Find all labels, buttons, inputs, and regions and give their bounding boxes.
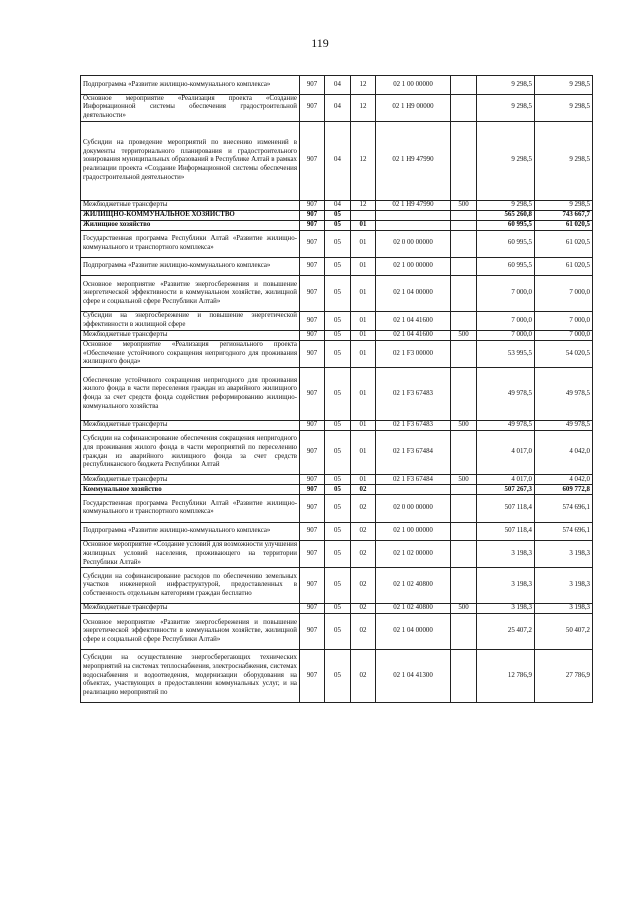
target-article-cell: 02 1 F3 00000 — [376, 340, 451, 367]
subsection-code-cell: 02 — [351, 485, 376, 495]
expense-type-cell — [451, 76, 477, 95]
target-article-cell: 02 0 00 00000 — [376, 230, 451, 257]
section-code-cell: 05 — [325, 276, 351, 312]
table-row — [81, 340, 593, 367]
table-row — [81, 568, 593, 604]
table-row — [81, 485, 593, 495]
table-row — [81, 614, 593, 650]
section-code-cell: 05 — [325, 649, 351, 702]
target-article-cell: 02 1 00 00000 — [376, 522, 451, 541]
table-row — [81, 330, 593, 340]
grbs-code-cell: 907 — [300, 649, 325, 702]
expense-type-cell — [451, 541, 477, 568]
grbs-code-cell: 907 — [300, 340, 325, 367]
subsection-code-cell: 12 — [351, 200, 376, 210]
amount-year2-cell: 3 198,3 — [535, 541, 593, 568]
table-row — [81, 200, 593, 210]
subsection-code-cell: 01 — [351, 330, 376, 340]
item-name-cell: Обеспечение устойчивого сокращения непригодного для проживания жилого фонда в части переселения граждан из аварийного жилищного фонда за счет средств фонда содействия реформированию жилищно-коммунального хозяйства — [81, 367, 300, 420]
table-row — [81, 649, 593, 702]
expense-type-cell — [451, 220, 477, 230]
section-code-cell: 05 — [325, 257, 351, 276]
expense-type-cell — [451, 340, 477, 367]
amount-year2-cell: 49 978,5 — [535, 367, 593, 420]
expense-type-cell: 500 — [451, 330, 477, 340]
section-code-cell: 05 — [325, 495, 351, 522]
section-code-cell: 05 — [325, 340, 351, 367]
subsection-code-cell: 01 — [351, 276, 376, 312]
expense-type-cell — [451, 276, 477, 312]
table-row — [81, 604, 593, 614]
grbs-code-cell: 907 — [300, 210, 325, 220]
grbs-code-cell: 907 — [300, 541, 325, 568]
table-row — [81, 220, 593, 230]
table-row — [81, 495, 593, 522]
target-article-cell — [376, 210, 451, 220]
amount-year1-cell: 7 000,0 — [477, 312, 535, 331]
target-article-cell: 02 1 F3 67484 — [376, 475, 451, 485]
amount-year2-cell: 3 198,3 — [535, 568, 593, 604]
item-name-cell: Основное мероприятие «Развитие энергосбережения и повышение энергетической эффективности в коммунальном хозяйстве, жилищной сфере и социальной сфере Республики Алтай» — [81, 614, 300, 650]
target-article-cell — [376, 220, 451, 230]
amount-year1-cell: 507 118,4 — [477, 522, 535, 541]
item-name-cell: Субсидии на энергосбережение и повышение энергетической эффективности в жилищной сфере — [81, 312, 300, 331]
amount-year2-cell: 7 000,0 — [535, 330, 593, 340]
table-row — [81, 430, 593, 474]
target-article-cell: 02 0 00 00000 — [376, 495, 451, 522]
amount-year1-cell: 9 298,5 — [477, 200, 535, 210]
amount-year2-cell: 9 298,5 — [535, 76, 593, 95]
target-article-cell: 02 1 02 00000 — [376, 541, 451, 568]
section-code-cell: 05 — [325, 568, 351, 604]
item-name-cell: Государственная программа Республики Алтай «Развитие жилищно-коммунального и транспортного комплекса» — [81, 230, 300, 257]
amount-year2-cell: 609 772,8 — [535, 485, 593, 495]
amount-year1-cell: 49 978,5 — [477, 367, 535, 420]
expense-type-cell — [451, 257, 477, 276]
page-number: 119 — [311, 36, 329, 50]
target-article-cell: 02 1 04 41600 — [376, 312, 451, 331]
subsection-code-cell: 01 — [351, 475, 376, 485]
target-article-cell: 02 1 02 40800 — [376, 604, 451, 614]
section-code-cell: 05 — [325, 485, 351, 495]
amount-year1-cell: 25 407,2 — [477, 614, 535, 650]
section-code-cell: 05 — [325, 420, 351, 430]
item-name-cell: Основное мероприятие «Создание условий для возможности улучшения жилищных условий населения, проживающего на территории Республики Алтай» — [81, 541, 300, 568]
target-article-cell: 02 1 Н9 47990 — [376, 121, 451, 200]
table-row — [81, 312, 593, 331]
amount-year1-cell: 60 995,5 — [477, 257, 535, 276]
grbs-code-cell: 907 — [300, 230, 325, 257]
budget-table-body — [81, 76, 593, 703]
expense-type-cell — [451, 210, 477, 220]
item-name-cell: Основное мероприятие «Реализация проекта «Создание Информационной системы обеспечения градостроительной деятельности» — [81, 94, 300, 121]
amount-year1-cell: 3 198,3 — [477, 604, 535, 614]
target-article-cell: 02 1 F3 67483 — [376, 420, 451, 430]
grbs-code-cell: 907 — [300, 276, 325, 312]
item-name-cell: Межбюджетные трансферты — [81, 330, 300, 340]
section-code-cell: 05 — [325, 220, 351, 230]
amount-year1-cell: 60 995,5 — [477, 220, 535, 230]
amount-year2-cell: 574 696,1 — [535, 522, 593, 541]
item-name-cell: Основное мероприятие «Развитие энергосбережения и повышение энергетической эффективности в коммунальном хозяйстве, жилищной сфере и социальной сфере Республики Алтай» — [81, 276, 300, 312]
subsection-code-cell: 02 — [351, 649, 376, 702]
amount-year1-cell: 60 995,5 — [477, 230, 535, 257]
expense-type-cell — [451, 312, 477, 331]
subsection-code-cell: 01 — [351, 340, 376, 367]
item-name-cell: Межбюджетные трансферты — [81, 200, 300, 210]
grbs-code-cell: 907 — [300, 475, 325, 485]
amount-year2-cell: 49 978,5 — [535, 420, 593, 430]
budget-table — [80, 75, 593, 703]
subsection-code-cell: 01 — [351, 230, 376, 257]
item-name-cell: Межбюджетные трансферты — [81, 420, 300, 430]
subsection-code-cell: 02 — [351, 495, 376, 522]
section-code-cell: 05 — [325, 475, 351, 485]
subsection-code-cell: 02 — [351, 604, 376, 614]
grbs-code-cell: 907 — [300, 200, 325, 210]
subsection-code-cell — [351, 210, 376, 220]
table-row — [81, 367, 593, 420]
target-article-cell: 02 1 04 41300 — [376, 649, 451, 702]
amount-year2-cell: 61 020,5 — [535, 220, 593, 230]
amount-year2-cell: 50 407,2 — [535, 614, 593, 650]
subsection-code-cell: 01 — [351, 312, 376, 331]
amount-year1-cell: 49 978,5 — [477, 420, 535, 430]
grbs-code-cell: 907 — [300, 367, 325, 420]
grbs-code-cell: 907 — [300, 485, 325, 495]
amount-year2-cell: 4 042,0 — [535, 475, 593, 485]
grbs-code-cell: 907 — [300, 330, 325, 340]
table-row — [81, 210, 593, 220]
section-code-cell: 04 — [325, 200, 351, 210]
target-article-cell: 02 1 00 00000 — [376, 76, 451, 95]
target-article-cell: 02 1 02 40800 — [376, 568, 451, 604]
section-code-cell: 05 — [325, 614, 351, 650]
grbs-code-cell: 907 — [300, 257, 325, 276]
amount-year1-cell: 3 198,3 — [477, 568, 535, 604]
subsection-code-cell: 02 — [351, 614, 376, 650]
expense-type-cell — [451, 485, 477, 495]
amount-year2-cell: 54 020,5 — [535, 340, 593, 367]
item-name-cell: Субсидии на софинансирование расходов по обеспечению земельных участков инженерной инфраструктурой, предоставленных в собственность отдельным категориям граждан бесплатно — [81, 568, 300, 604]
amount-year2-cell: 4 042,0 — [535, 430, 593, 474]
section-code-cell: 05 — [325, 367, 351, 420]
target-article-cell: 02 1 F3 67484 — [376, 430, 451, 474]
grbs-code-cell: 907 — [300, 604, 325, 614]
section-code-cell: 05 — [325, 312, 351, 331]
table-row — [81, 276, 593, 312]
amount-year2-cell: 9 298,5 — [535, 94, 593, 121]
item-name-cell: Межбюджетные трансферты — [81, 604, 300, 614]
amount-year2-cell: 61 020,5 — [535, 257, 593, 276]
section-code-cell: 05 — [325, 230, 351, 257]
target-article-cell: 02 1 00 00000 — [376, 257, 451, 276]
section-code-cell: 04 — [325, 76, 351, 95]
item-name-cell: ЖИЛИЩНО-КОММУНАЛЬНОЕ ХОЗЯЙСТВО — [81, 210, 300, 220]
subsection-code-cell: 01 — [351, 367, 376, 420]
section-code-cell: 04 — [325, 121, 351, 200]
grbs-code-cell: 907 — [300, 614, 325, 650]
item-name-cell: Основное мероприятие «Реализация регионального проекта «Обеспечение устойчивого сокращения непригодного для проживания жилищного фонда» — [81, 340, 300, 367]
amount-year1-cell: 4 017,0 — [477, 475, 535, 485]
target-article-cell: 02 1 04 41600 — [376, 330, 451, 340]
expense-type-cell — [451, 495, 477, 522]
amount-year1-cell: 565 260,8 — [477, 210, 535, 220]
amount-year2-cell: 7 000,0 — [535, 312, 593, 331]
amount-year2-cell: 9 298,5 — [535, 121, 593, 200]
grbs-code-cell: 907 — [300, 430, 325, 474]
grbs-code-cell: 907 — [300, 220, 325, 230]
amount-year2-cell: 743 667,7 — [535, 210, 593, 220]
table-row — [81, 522, 593, 541]
subsection-code-cell: 02 — [351, 522, 376, 541]
target-article-cell: 02 1 F3 67483 — [376, 367, 451, 420]
item-name-cell: Субсидии на проведение мероприятий по внесению изменений в документы территориального планирования и градостроительного зонирования муниципальных образований в Республике Алтай в рамках реализации проекта «Создание Информационной системы обеспечения градостроительной деятельности» — [81, 121, 300, 200]
table-row — [81, 230, 593, 257]
amount-year1-cell: 9 298,5 — [477, 94, 535, 121]
item-name-cell: Коммунальное хозяйство — [81, 485, 300, 495]
expense-type-cell — [451, 367, 477, 420]
grbs-code-cell: 907 — [300, 94, 325, 121]
target-article-cell: 02 1 04 00000 — [376, 614, 451, 650]
section-code-cell: 04 — [325, 94, 351, 121]
amount-year2-cell: 3 198,3 — [535, 604, 593, 614]
amount-year2-cell: 7 000,0 — [535, 276, 593, 312]
grbs-code-cell: 907 — [300, 420, 325, 430]
expense-type-cell: 500 — [451, 604, 477, 614]
subsection-code-cell: 01 — [351, 420, 376, 430]
section-code-cell: 05 — [325, 541, 351, 568]
table-row — [81, 257, 593, 276]
item-name-cell: Субсидии на софинансирование обеспечения сокращения непригодного для проживания жилого фонда в части мероприятий по переселению граждан из аварийного жилищного фонда за счет средств республиканского бюджета Республики Алтай — [81, 430, 300, 474]
expense-type-cell — [451, 121, 477, 200]
target-article-cell — [376, 485, 451, 495]
item-name-cell: Подпрограмма «Развитие жилищно-коммунального комплекса» — [81, 522, 300, 541]
subsection-code-cell: 12 — [351, 76, 376, 95]
expense-type-cell — [451, 522, 477, 541]
expense-type-cell: 500 — [451, 200, 477, 210]
expense-type-cell — [451, 649, 477, 702]
expense-type-cell: 500 — [451, 475, 477, 485]
item-name-cell: Подпрограмма «Развитие жилищно-коммунального комплекса» — [81, 257, 300, 276]
amount-year1-cell: 4 017,0 — [477, 430, 535, 474]
grbs-code-cell: 907 — [300, 568, 325, 604]
subsection-code-cell: 12 — [351, 94, 376, 121]
grbs-code-cell: 907 — [300, 121, 325, 200]
amount-year1-cell: 507 267,3 — [477, 485, 535, 495]
subsection-code-cell: 02 — [351, 568, 376, 604]
target-article-cell: 02 1 Н9 00000 — [376, 94, 451, 121]
grbs-code-cell: 907 — [300, 495, 325, 522]
amount-year2-cell: 61 020,5 — [535, 230, 593, 257]
subsection-code-cell: 01 — [351, 220, 376, 230]
amount-year1-cell: 9 298,5 — [477, 121, 535, 200]
subsection-code-cell: 01 — [351, 257, 376, 276]
amount-year2-cell: 9 298,5 — [535, 200, 593, 210]
grbs-code-cell: 907 — [300, 312, 325, 331]
amount-year1-cell: 53 995,5 — [477, 340, 535, 367]
expense-type-cell — [451, 230, 477, 257]
item-name-cell: Субсидии на осуществление энергосберегающих технических мероприятий на системах теплоснабжения, электроснабжения, системах водоснабжения и водоотведения, модернизации оборудования на объектах, участвующих в предоставлении коммунальных услуг, и на реализацию мероприятий по — [81, 649, 300, 702]
section-code-cell: 05 — [325, 522, 351, 541]
expense-type-cell — [451, 430, 477, 474]
amount-year1-cell: 12 786,9 — [477, 649, 535, 702]
target-article-cell: 02 1 Н9 47990 — [376, 200, 451, 210]
expense-type-cell — [451, 568, 477, 604]
subsection-code-cell: 01 — [351, 430, 376, 474]
expense-type-cell — [451, 94, 477, 121]
amount-year2-cell: 27 786,9 — [535, 649, 593, 702]
amount-year1-cell: 7 000,0 — [477, 330, 535, 340]
subsection-code-cell: 12 — [351, 121, 376, 200]
section-code-cell: 05 — [325, 210, 351, 220]
grbs-code-cell: 907 — [300, 76, 325, 95]
table-row — [81, 76, 593, 95]
section-code-cell: 05 — [325, 604, 351, 614]
amount-year1-cell: 9 298,5 — [477, 76, 535, 95]
table-row — [81, 475, 593, 485]
item-name-cell: Межбюджетные трансферты — [81, 475, 300, 485]
amount-year1-cell: 7 000,0 — [477, 276, 535, 312]
target-article-cell: 02 1 04 00000 — [376, 276, 451, 312]
item-name-cell: Государственная программа Республики Алтай «Развитие жилищно-коммунального и транспортного комплекса» — [81, 495, 300, 522]
amount-year1-cell: 3 198,3 — [477, 541, 535, 568]
grbs-code-cell: 907 — [300, 522, 325, 541]
amount-year2-cell: 574 696,1 — [535, 495, 593, 522]
item-name-cell: Жилищное хозяйство — [81, 220, 300, 230]
table-row — [81, 541, 593, 568]
subsection-code-cell: 02 — [351, 541, 376, 568]
expense-type-cell — [451, 614, 477, 650]
item-name-cell: Подпрограмма «Развитие жилищно-коммунального комплекса» — [81, 76, 300, 95]
section-code-cell: 05 — [325, 330, 351, 340]
table-row — [81, 420, 593, 430]
expense-type-cell: 500 — [451, 420, 477, 430]
table-row — [81, 121, 593, 200]
amount-year1-cell: 507 118,4 — [477, 495, 535, 522]
section-code-cell: 05 — [325, 430, 351, 474]
table-row — [81, 94, 593, 121]
